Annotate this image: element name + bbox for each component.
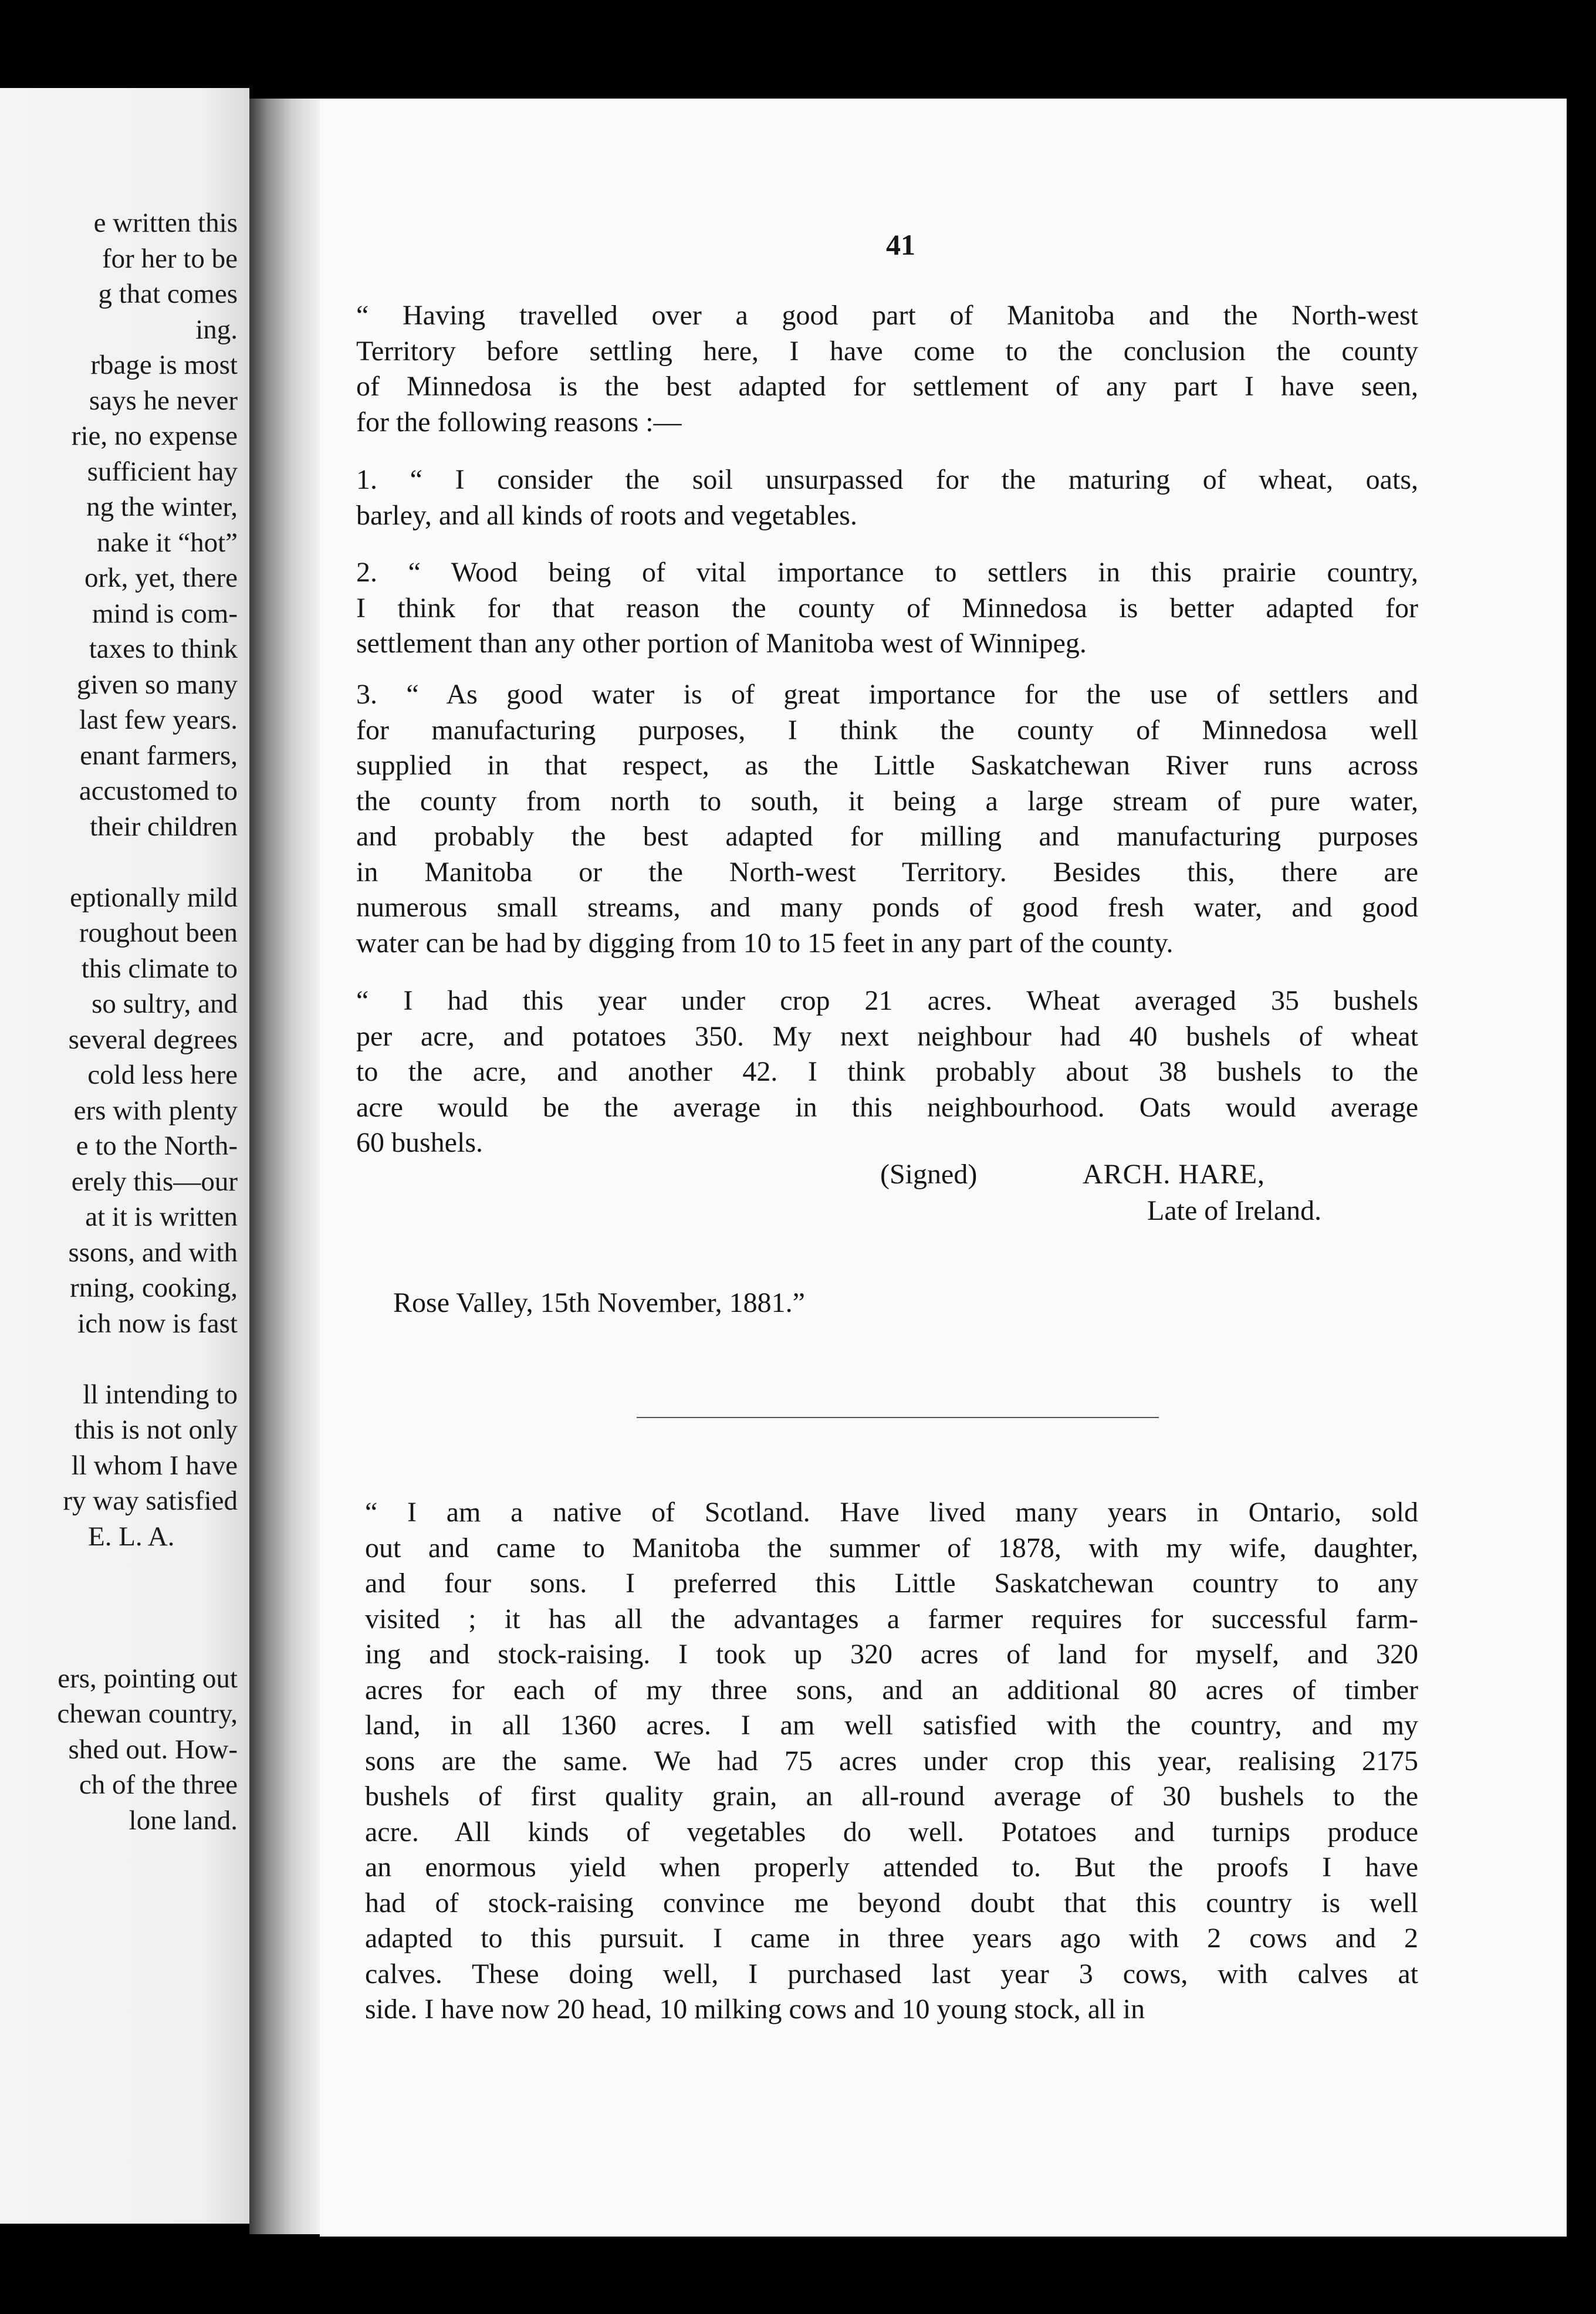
- letter2-line: “ I am a native of Scotland. Have lived many years in Ontario, sold: [365, 1497, 1418, 1528]
- left-page-line: ll whom I have: [71, 1450, 238, 1481]
- left-page-line: eptionally mild: [70, 882, 238, 913]
- left-page-line: taxes to think: [89, 634, 238, 664]
- right-page: [320, 99, 1567, 2237]
- reason1-line: barley, and all kinds of roots and vegetables.: [356, 499, 857, 531]
- section-divider: [637, 1417, 1159, 1418]
- left-page-line: lone land.: [129, 1805, 238, 1836]
- book-gutter: [249, 99, 320, 2234]
- reason-1-paragraph: [356, 462, 1418, 533]
- letter2-line: and four sons. I preferred this Little Saskatchewan country to any: [365, 1568, 1418, 1599]
- left-page-line: rbage is most: [90, 350, 238, 380]
- left-page-line: several degrees: [68, 1024, 238, 1055]
- left-page-line: this climate to: [81, 953, 238, 984]
- signed-label: (Signed): [880, 1159, 978, 1190]
- left-page-line: ll intending to: [83, 1379, 238, 1410]
- reason3-line: the county from north to south, it being a large stream of pure water,: [356, 785, 1418, 817]
- left-page-line: enant farmers,: [80, 740, 238, 771]
- left-page-line: rning, cooking,: [70, 1273, 238, 1303]
- left-page-line: ork, yet, there: [84, 563, 238, 593]
- crop-report-paragraph: [356, 983, 1418, 1161]
- intro-line: of Minnedosa is the best adapted for settlement of any part I have seen,: [356, 371, 1418, 402]
- letter2-line: acre. All kinds of vegetables do well. Potatoes and turnips produce: [365, 1816, 1418, 1848]
- left-page-line: mind is com-: [92, 598, 238, 629]
- left-page-line: ers, pointing out: [58, 1663, 238, 1694]
- left-page-line: ry way satisfied: [63, 1486, 238, 1516]
- reason3-line: for manufacturing purposes, I think the county of Minnedosa well: [356, 714, 1418, 746]
- crop-line: per acre, and potatoes 350. My next neighbour had 40 bushels of wheat: [356, 1020, 1418, 1052]
- reason3-line: numerous small streams, and many ponds of good fresh water, and good: [356, 892, 1418, 923]
- left-page-line: their children: [90, 811, 238, 842]
- reason3-line: in Manitoba or the North-west Territory. Besides this, there are: [356, 856, 1418, 888]
- left-page-line: says he never: [89, 385, 238, 416]
- left-page-line: last few years.: [79, 705, 238, 735]
- left-page-line: for her to be: [102, 243, 238, 274]
- reason3-line: 3. “ As good water is of great importance for the use of settlers and: [356, 679, 1418, 710]
- reason3-line: water can be had by digging from 10 to 15 feet in any part of the county.: [356, 927, 1174, 959]
- letter2-line: an enormous yield when properly attended to. But the proofs I have: [365, 1852, 1418, 1883]
- left-page-line: this is not only: [74, 1415, 238, 1445]
- letter2-line: land, in all 1360 acres. I am well satisfied with the country, and my: [365, 1710, 1418, 1741]
- letter2-line: bushels of first quality grain, an all-round average of 30 bushels to the: [365, 1781, 1418, 1812]
- left-page-line: accustomed to: [79, 776, 238, 806]
- intro-line: for the following reasons :—: [356, 406, 682, 438]
- left-page-line: e to the North-: [76, 1131, 238, 1161]
- letter2-line: side. I have now 20 head, 10 milking cows and 10 young stock, all in: [365, 1994, 1145, 2025]
- left-page-line: ing.: [195, 314, 238, 345]
- left-page-line: rie, no expense: [71, 421, 238, 451]
- letter2-line: visited ; it has all the advantages a farmer requires for successful farm-: [365, 1603, 1418, 1635]
- left-page-line: nake it “hot”: [96, 527, 238, 558]
- left-page-line: g that comes: [98, 279, 238, 309]
- reason2-line: settlement than any other portion of Manitoba west of Winnipeg.: [356, 628, 1087, 659]
- letter2-line: sons are the same. We had 75 acres under crop this year, realising 2175: [365, 1745, 1418, 1777]
- crop-line: to the acre, and another 42. I think probably about 38 bushels to the: [356, 1056, 1418, 1087]
- crop-line: 60 bushels.: [356, 1127, 483, 1158]
- left-page-line: roughout been: [79, 918, 238, 948]
- reason1-line: 1. “ I consider the soil unsurpassed for the maturing of wheat, oats,: [356, 464, 1418, 495]
- letter2-line: adapted to this pursuit. I came in three years ago with 2 cows and 2: [365, 1923, 1418, 1954]
- page-number: 41: [886, 228, 915, 261]
- left-page-line: ng the winter,: [86, 492, 238, 522]
- reason3-line: and probably the best adapted for milling and manufacturing purposes: [356, 821, 1418, 852]
- second-letter-paragraph: [365, 1495, 1418, 2028]
- left-page-line: cold less here: [87, 1060, 238, 1090]
- reason-3-paragraph: [356, 677, 1418, 961]
- left-page-line: ssons, and with: [68, 1237, 238, 1268]
- reason2-line: 2. “ Wood being of vital importance to settlers in this prairie country,: [356, 557, 1418, 588]
- letter2-line: had of stock-raising convince me beyond doubt that this country is well: [365, 1887, 1418, 1919]
- left-page-line: so sultry, and: [92, 989, 238, 1019]
- left-page-line: sufficient hay: [87, 456, 238, 487]
- intro-line: Territory before settling here, I have come to the conclusion the county: [356, 335, 1418, 367]
- signatory-origin: Late of Ireland.: [1147, 1195, 1322, 1226]
- left-page-line: e written this: [93, 208, 238, 238]
- letter2-line: out and came to Manitoba the summer of 1878, with my wife, daughter,: [365, 1532, 1418, 1564]
- left-page-line: E. L. A.: [88, 1521, 175, 1552]
- left-page-line: shed out. How-: [68, 1734, 238, 1765]
- reason2-line: I think for that reason the county of Minnedosa is better adapted for: [356, 592, 1418, 624]
- letter-date-line: Rose Valley, 15th November, 1881.”: [393, 1287, 805, 1318]
- signatory-name: ARCH. HARE,: [1083, 1159, 1266, 1190]
- letter2-line: ing and stock-raising. I took up 320 acres of land for myself, and 320: [365, 1639, 1418, 1670]
- left-page-line: given so many: [76, 669, 238, 700]
- crop-line: “ I had this year under crop 21 acres. Wheat averaged 35 bushels: [356, 985, 1418, 1016]
- left-page-fragment: [0, 88, 249, 2224]
- reason3-line: supplied in that respect, as the Little Saskatchewan River runs across: [356, 750, 1418, 781]
- left-page-line: chewan country,: [57, 1699, 238, 1729]
- crop-line: acre would be the average in this neighbourhood. Oats would average: [356, 1091, 1418, 1123]
- letter2-line: calves. These doing well, I purchased last year 3 cows, with calves at: [365, 1958, 1418, 1990]
- left-page-line: ich now is fast: [77, 1308, 238, 1339]
- letter2-line: acres for each of my three sons, and an additional 80 acres of timber: [365, 1674, 1418, 1706]
- left-page-line: ch of the three: [79, 1770, 238, 1800]
- intro-paragraph: [356, 298, 1418, 440]
- left-page-line: ers with plenty: [73, 1095, 238, 1126]
- left-page-line: at it is written: [85, 1202, 238, 1232]
- intro-line: “ Having travelled over a good part of Manitoba and the North-west: [356, 300, 1418, 331]
- reason-2-paragraph: [356, 555, 1418, 662]
- left-page-line: erely this—our: [71, 1166, 238, 1197]
